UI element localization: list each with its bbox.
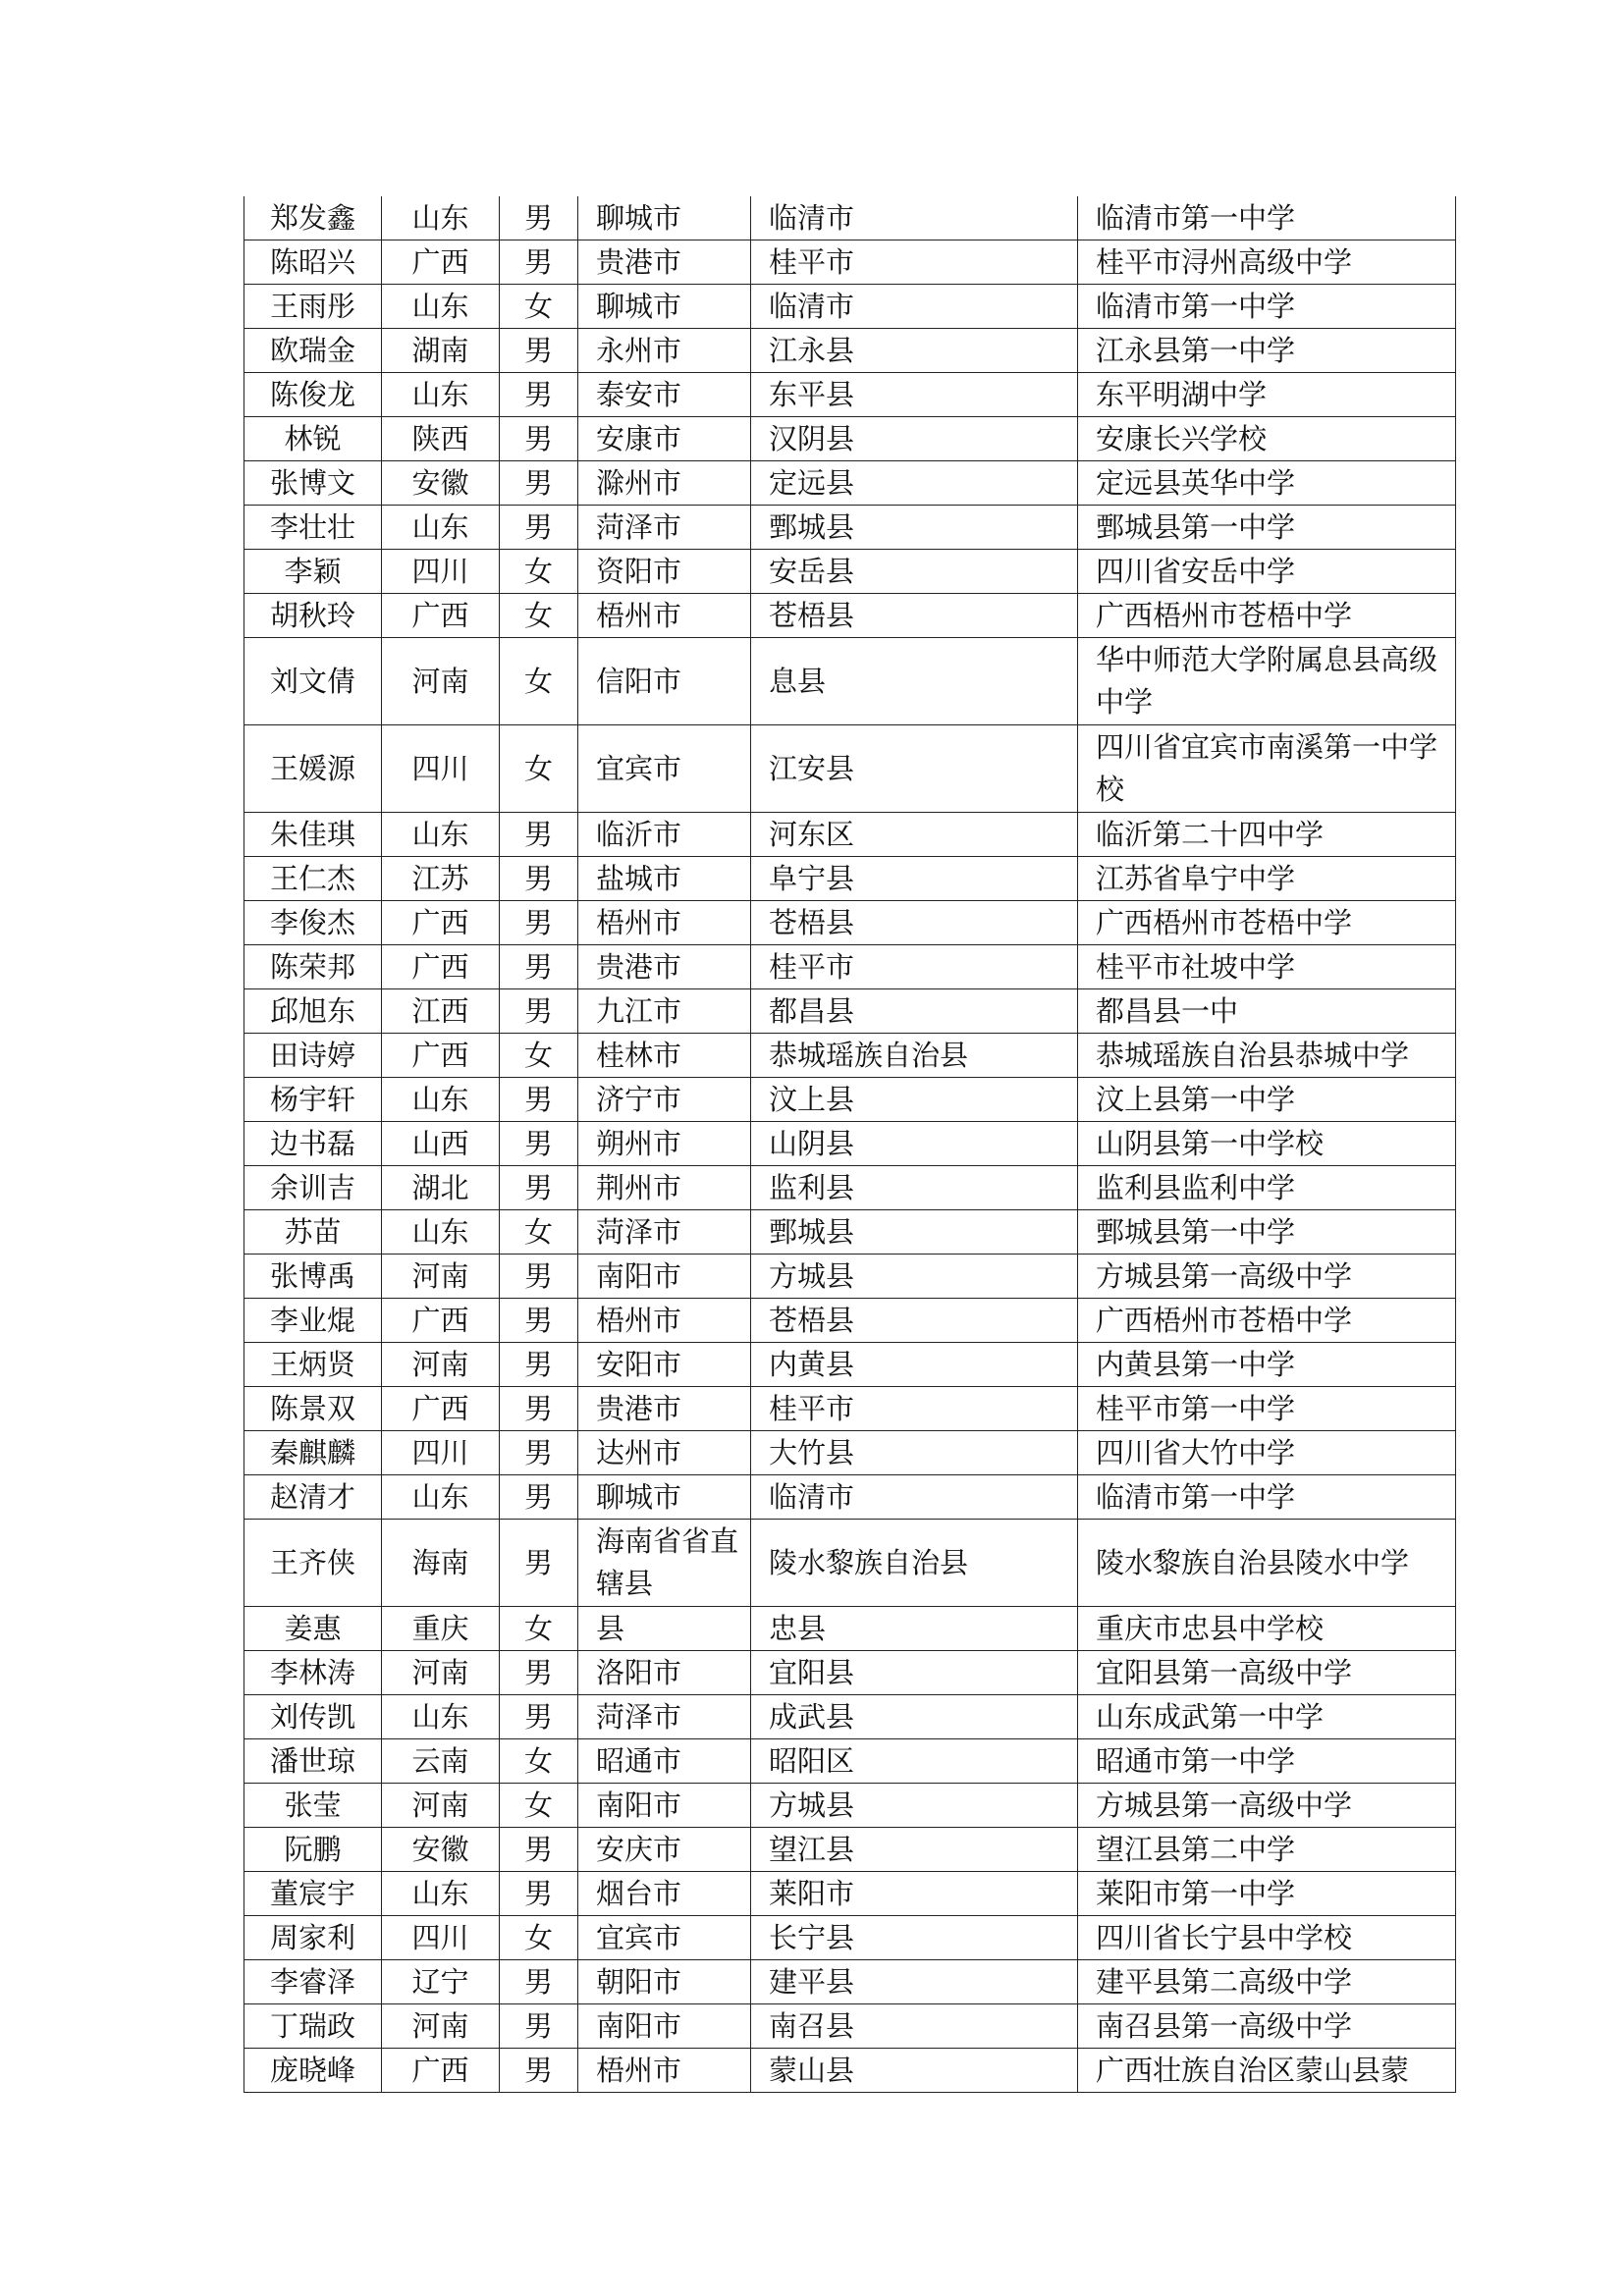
province-cell: 广西: [382, 1034, 500, 1078]
student-name-cell: 王媛源: [244, 725, 382, 813]
county-cell: 鄄城县: [751, 1210, 1078, 1255]
sex-cell: 男: [500, 461, 578, 506]
province-cell: 海南: [382, 1520, 500, 1607]
county-cell: 南召县: [751, 2004, 1078, 2049]
city-cell: 梧州市: [578, 901, 751, 945]
county-cell: 桂平市: [751, 945, 1078, 989]
school-cell: 四川省长宁县中学校: [1078, 1916, 1456, 1960]
province-cell: 河南: [382, 1343, 500, 1387]
school-cell: 山东成武第一中学: [1078, 1695, 1456, 1739]
school-cell: 定远县英华中学: [1078, 461, 1456, 506]
province-cell: 广西: [382, 901, 500, 945]
school-cell: 内黄县第一中学: [1078, 1343, 1456, 1387]
county-cell: 阜宁县: [751, 857, 1078, 901]
student-name-cell: 张博文: [244, 461, 382, 506]
table-row: [244, 1872, 1456, 1916]
student-name-cell: 王齐侠: [244, 1520, 382, 1607]
student-name-cell: 李壮壮: [244, 506, 382, 550]
county-cell: 桂平市: [751, 240, 1078, 285]
province-cell: 云南: [382, 1739, 500, 1784]
sex-cell: 男: [500, 2004, 578, 2049]
table-row: [244, 417, 1456, 461]
county-cell: 鄄城县: [751, 506, 1078, 550]
student-name-cell: 田诗婷: [244, 1034, 382, 1078]
province-cell: 四川: [382, 1916, 500, 1960]
school-cell: 桂平市浔州高级中学: [1078, 240, 1456, 285]
county-cell: 苍梧县: [751, 901, 1078, 945]
county-cell: 成武县: [751, 1695, 1078, 1739]
county-cell: 宜阳县: [751, 1651, 1078, 1695]
sex-cell: 女: [500, 1034, 578, 1078]
province-cell: 广西: [382, 1387, 500, 1431]
student-name-cell: 郑发鑫: [244, 196, 382, 240]
table-row: [244, 1520, 1456, 1607]
school-cell: 广西壮族自治区蒙山县蒙: [1078, 2049, 1456, 2093]
county-cell: 河东区: [751, 813, 1078, 857]
county-cell: 临清市: [751, 1475, 1078, 1520]
student-name-cell: 丁瑞政: [244, 2004, 382, 2049]
county-cell: 山阴县: [751, 1122, 1078, 1166]
county-cell: 桂平市: [751, 1387, 1078, 1431]
school-cell: 宜阳县第一高级中学: [1078, 1651, 1456, 1695]
city-cell: 达州市: [578, 1431, 751, 1475]
table-row: [244, 1299, 1456, 1343]
sex-cell: 男: [500, 1078, 578, 1122]
sex-cell: 男: [500, 1343, 578, 1387]
school-cell: 方城县第一高级中学: [1078, 1784, 1456, 1828]
sex-cell: 男: [500, 1828, 578, 1872]
sex-cell: 男: [500, 1651, 578, 1695]
city-cell: 南阳市: [578, 1255, 751, 1299]
sex-cell: 女: [500, 594, 578, 638]
county-cell: 息县: [751, 638, 1078, 725]
county-cell: 蒙山县: [751, 2049, 1078, 2093]
city-cell: 资阳市: [578, 550, 751, 594]
province-cell: 湖北: [382, 1166, 500, 1210]
table-row: [244, 725, 1456, 813]
student-name-cell: 陈俊龙: [244, 373, 382, 417]
city-cell: 信阳市: [578, 638, 751, 725]
city-cell: 南阳市: [578, 1784, 751, 1828]
student-name-cell: 王炳贤: [244, 1343, 382, 1387]
province-cell: 河南: [382, 2004, 500, 2049]
city-cell: 安庆市: [578, 1828, 751, 1872]
student-name-cell: 杨宇轩: [244, 1078, 382, 1122]
table-row: [244, 329, 1456, 373]
student-table: [244, 196, 1456, 2093]
province-cell: 江西: [382, 989, 500, 1034]
province-cell: 江苏: [382, 857, 500, 901]
student-name-cell: 李睿泽: [244, 1960, 382, 2004]
province-cell: 山东: [382, 506, 500, 550]
sex-cell: 男: [500, 1166, 578, 1210]
county-cell: 恭城瑶族自治县: [751, 1034, 1078, 1078]
school-cell: 华中师范大学附属息县高级中学: [1078, 638, 1456, 725]
student-name-cell: 刘传凯: [244, 1695, 382, 1739]
sex-cell: 女: [500, 725, 578, 813]
province-cell: 广西: [382, 594, 500, 638]
table-row: [244, 1695, 1456, 1739]
school-cell: 桂平市社坡中学: [1078, 945, 1456, 989]
table-row: [244, 196, 1456, 240]
sex-cell: 男: [500, 1387, 578, 1431]
county-cell: 长宁县: [751, 1916, 1078, 1960]
student-name-cell: 邱旭东: [244, 989, 382, 1034]
student-name-cell: 董宸宇: [244, 1872, 382, 1916]
county-cell: 汶上县: [751, 1078, 1078, 1122]
table-row: [244, 461, 1456, 506]
county-cell: 江永县: [751, 329, 1078, 373]
table-row: [244, 1475, 1456, 1520]
student-name-cell: 余训吉: [244, 1166, 382, 1210]
table-row: [244, 550, 1456, 594]
city-cell: 安阳市: [578, 1343, 751, 1387]
school-cell: 临清市第一中学: [1078, 285, 1456, 329]
county-cell: 监利县: [751, 1166, 1078, 1210]
county-cell: 忠县: [751, 1607, 1078, 1651]
county-cell: 苍梧县: [751, 1299, 1078, 1343]
student-name-cell: 欧瑞金: [244, 329, 382, 373]
sex-cell: 男: [500, 196, 578, 240]
table-row: [244, 1166, 1456, 1210]
county-cell: 方城县: [751, 1255, 1078, 1299]
city-cell: 泰安市: [578, 373, 751, 417]
county-cell: 临清市: [751, 196, 1078, 240]
school-cell: 广西梧州市苍梧中学: [1078, 901, 1456, 945]
sex-cell: 男: [500, 813, 578, 857]
county-cell: 东平县: [751, 373, 1078, 417]
table-row: [244, 1960, 1456, 2004]
school-cell: 望江县第二中学: [1078, 1828, 1456, 1872]
table-row: [244, 1607, 1456, 1651]
county-cell: 内黄县: [751, 1343, 1078, 1387]
province-cell: 山东: [382, 373, 500, 417]
school-cell: 四川省宜宾市南溪第一中学校: [1078, 725, 1456, 813]
city-cell: 盐城市: [578, 857, 751, 901]
county-cell: 望江县: [751, 1828, 1078, 1872]
sex-cell: 女: [500, 1739, 578, 1784]
school-cell: 山阴县第一中学校: [1078, 1122, 1456, 1166]
school-cell: 四川省大竹中学: [1078, 1431, 1456, 1475]
sex-cell: 男: [500, 945, 578, 989]
school-cell: 江永县第一中学: [1078, 329, 1456, 373]
school-cell: 鄄城县第一中学: [1078, 1210, 1456, 1255]
province-cell: 山东: [382, 1475, 500, 1520]
student-name-cell: 胡秋玲: [244, 594, 382, 638]
school-cell: 广西梧州市苍梧中学: [1078, 1299, 1456, 1343]
sex-cell: 男: [500, 901, 578, 945]
sex-cell: 男: [500, 1475, 578, 1520]
table-row: [244, 1431, 1456, 1475]
table-row: [244, 857, 1456, 901]
student-name-cell: 张博禹: [244, 1255, 382, 1299]
sex-cell: 男: [500, 1122, 578, 1166]
city-cell: 临沂市: [578, 813, 751, 857]
county-cell: 陵水黎族自治县: [751, 1520, 1078, 1607]
sex-cell: 男: [500, 2049, 578, 2093]
school-cell: 都昌县一中: [1078, 989, 1456, 1034]
city-cell: 梧州市: [578, 2049, 751, 2093]
school-cell: 汶上县第一中学: [1078, 1078, 1456, 1122]
city-cell: 安康市: [578, 417, 751, 461]
province-cell: 广西: [382, 1299, 500, 1343]
student-name-cell: 陈景双: [244, 1387, 382, 1431]
sex-cell: 男: [500, 1299, 578, 1343]
county-cell: 建平县: [751, 1960, 1078, 2004]
province-cell: 河南: [382, 638, 500, 725]
county-cell: 汉阴县: [751, 417, 1078, 461]
province-cell: 辽宁: [382, 1960, 500, 2004]
student-name-cell: 林锐: [244, 417, 382, 461]
school-cell: 临沂第二十四中学: [1078, 813, 1456, 857]
table-row: [244, 1651, 1456, 1695]
sex-cell: 男: [500, 240, 578, 285]
county-cell: 方城县: [751, 1784, 1078, 1828]
city-cell: 海南省省直辖县: [578, 1520, 751, 1607]
province-cell: 山东: [382, 813, 500, 857]
table-row: [244, 945, 1456, 989]
city-cell: 聊城市: [578, 196, 751, 240]
sex-cell: 男: [500, 329, 578, 373]
table-row: [244, 1122, 1456, 1166]
province-cell: 山东: [382, 1210, 500, 1255]
school-cell: 重庆市忠县中学校: [1078, 1607, 1456, 1651]
table-row: [244, 2049, 1456, 2093]
city-cell: 桂林市: [578, 1034, 751, 1078]
sex-cell: 男: [500, 1960, 578, 2004]
province-cell: 山东: [382, 1872, 500, 1916]
student-name-cell: 赵清才: [244, 1475, 382, 1520]
county-cell: 临清市: [751, 285, 1078, 329]
city-cell: 滁州市: [578, 461, 751, 506]
table-row: [244, 594, 1456, 638]
table-row: [244, 1034, 1456, 1078]
student-name-cell: 阮鹏: [244, 1828, 382, 1872]
province-cell: 四川: [382, 1431, 500, 1475]
sex-cell: 男: [500, 1520, 578, 1607]
province-cell: 山东: [382, 1078, 500, 1122]
city-cell: 朔州市: [578, 1122, 751, 1166]
school-cell: 广西梧州市苍梧中学: [1078, 594, 1456, 638]
sex-cell: 男: [500, 1872, 578, 1916]
province-cell: 广西: [382, 2049, 500, 2093]
student-name-cell: 李颖: [244, 550, 382, 594]
table-row: [244, 989, 1456, 1034]
province-cell: 四川: [382, 550, 500, 594]
sex-cell: 男: [500, 857, 578, 901]
province-cell: 河南: [382, 1255, 500, 1299]
table-row: [244, 1078, 1456, 1122]
student-name-cell: 周家利: [244, 1916, 382, 1960]
student-name-cell: 李俊杰: [244, 901, 382, 945]
school-cell: 建平县第二高级中学: [1078, 1960, 1456, 2004]
province-cell: 重庆: [382, 1607, 500, 1651]
province-cell: 河南: [382, 1651, 500, 1695]
table-row: [244, 373, 1456, 417]
county-cell: 安岳县: [751, 550, 1078, 594]
sex-cell: 女: [500, 1916, 578, 1960]
city-cell: 朝阳市: [578, 1960, 751, 2004]
city-cell: 梧州市: [578, 594, 751, 638]
city-cell: 洛阳市: [578, 1651, 751, 1695]
city-cell: 梧州市: [578, 1299, 751, 1343]
sex-cell: 女: [500, 1607, 578, 1651]
school-cell: 江苏省阜宁中学: [1078, 857, 1456, 901]
city-cell: 贵港市: [578, 240, 751, 285]
sex-cell: 男: [500, 1431, 578, 1475]
student-name-cell: 王雨彤: [244, 285, 382, 329]
city-cell: 聊城市: [578, 285, 751, 329]
table-row: [244, 1210, 1456, 1255]
city-cell: 南阳市: [578, 2004, 751, 2049]
school-cell: 方城县第一高级中学: [1078, 1255, 1456, 1299]
province-cell: 湖南: [382, 329, 500, 373]
table-row: [244, 506, 1456, 550]
sex-cell: 男: [500, 506, 578, 550]
province-cell: 陕西: [382, 417, 500, 461]
school-cell: 临清市第一中学: [1078, 196, 1456, 240]
student-name-cell: 苏苗: [244, 1210, 382, 1255]
school-cell: 安康长兴学校: [1078, 417, 1456, 461]
school-cell: 恭城瑶族自治县恭城中学: [1078, 1034, 1456, 1078]
student-name-cell: 姜惠: [244, 1607, 382, 1651]
table-row: [244, 1916, 1456, 1960]
sex-cell: 男: [500, 1255, 578, 1299]
county-cell: 定远县: [751, 461, 1078, 506]
school-cell: 鄄城县第一中学: [1078, 506, 1456, 550]
province-cell: 河南: [382, 1784, 500, 1828]
table-row: [244, 1387, 1456, 1431]
city-cell: 聊城市: [578, 1475, 751, 1520]
city-cell: 济宁市: [578, 1078, 751, 1122]
city-cell: 宜宾市: [578, 725, 751, 813]
sex-cell: 男: [500, 373, 578, 417]
school-cell: 四川省安岳中学: [1078, 550, 1456, 594]
sex-cell: 男: [500, 989, 578, 1034]
city-cell: 烟台市: [578, 1872, 751, 1916]
table-row: [244, 1828, 1456, 1872]
student-name-cell: 朱佳琪: [244, 813, 382, 857]
province-cell: 四川: [382, 725, 500, 813]
sex-cell: 男: [500, 1695, 578, 1739]
county-cell: 昭阳区: [751, 1739, 1078, 1784]
province-cell: 广西: [382, 240, 500, 285]
county-cell: 江安县: [751, 725, 1078, 813]
province-cell: 山东: [382, 285, 500, 329]
table-row: [244, 638, 1456, 725]
city-cell: 昭通市: [578, 1739, 751, 1784]
province-cell: 山西: [382, 1122, 500, 1166]
city-cell: 贵港市: [578, 945, 751, 989]
student-name-cell: 张莹: [244, 1784, 382, 1828]
table-row: [244, 1784, 1456, 1828]
sex-cell: 女: [500, 285, 578, 329]
county-cell: 苍梧县: [751, 594, 1078, 638]
table-row: [244, 901, 1456, 945]
city-cell: 荆州市: [578, 1166, 751, 1210]
school-cell: 监利县监利中学: [1078, 1166, 1456, 1210]
province-cell: 广西: [382, 945, 500, 989]
school-cell: 桂平市第一中学: [1078, 1387, 1456, 1431]
province-cell: 山东: [382, 196, 500, 240]
city-cell: 菏泽市: [578, 506, 751, 550]
student-name-cell: 李林涛: [244, 1651, 382, 1695]
county-cell: 莱阳市: [751, 1872, 1078, 1916]
city-cell: 九江市: [578, 989, 751, 1034]
sex-cell: 女: [500, 1210, 578, 1255]
table-row: [244, 1343, 1456, 1387]
province-cell: 安徽: [382, 1828, 500, 1872]
student-name-cell: 王仁杰: [244, 857, 382, 901]
province-cell: 安徽: [382, 461, 500, 506]
table-row: [244, 1739, 1456, 1784]
city-cell: 贵港市: [578, 1387, 751, 1431]
table-row: [244, 240, 1456, 285]
sex-cell: 女: [500, 1784, 578, 1828]
county-cell: 大竹县: [751, 1431, 1078, 1475]
school-cell: 临清市第一中学: [1078, 1475, 1456, 1520]
sex-cell: 女: [500, 550, 578, 594]
table-row: [244, 2004, 1456, 2049]
province-cell: 山东: [382, 1695, 500, 1739]
county-cell: 都昌县: [751, 989, 1078, 1034]
school-cell: 东平明湖中学: [1078, 373, 1456, 417]
student-name-cell: 李业焜: [244, 1299, 382, 1343]
school-cell: 莱阳市第一中学: [1078, 1872, 1456, 1916]
student-name-cell: 秦麒麟: [244, 1431, 382, 1475]
sex-cell: 女: [500, 638, 578, 725]
table-row: [244, 285, 1456, 329]
student-name-cell: 潘世琼: [244, 1739, 382, 1784]
city-cell: 永州市: [578, 329, 751, 373]
student-name-cell: 庞晓峰: [244, 2049, 382, 2093]
student-name-cell: 陈昭兴: [244, 240, 382, 285]
school-cell: 昭通市第一中学: [1078, 1739, 1456, 1784]
city-cell: 县: [578, 1607, 751, 1651]
city-cell: 宜宾市: [578, 1916, 751, 1960]
table-row: [244, 1255, 1456, 1299]
table-row: [244, 813, 1456, 857]
school-cell: 陵水黎族自治县陵水中学: [1078, 1520, 1456, 1607]
student-name-cell: 陈荣邦: [244, 945, 382, 989]
student-name-cell: 刘文倩: [244, 638, 382, 725]
city-cell: 菏泽市: [578, 1695, 751, 1739]
city-cell: 菏泽市: [578, 1210, 751, 1255]
school-cell: 南召县第一高级中学: [1078, 2004, 1456, 2049]
student-name-cell: 边书磊: [244, 1122, 382, 1166]
sex-cell: 男: [500, 417, 578, 461]
